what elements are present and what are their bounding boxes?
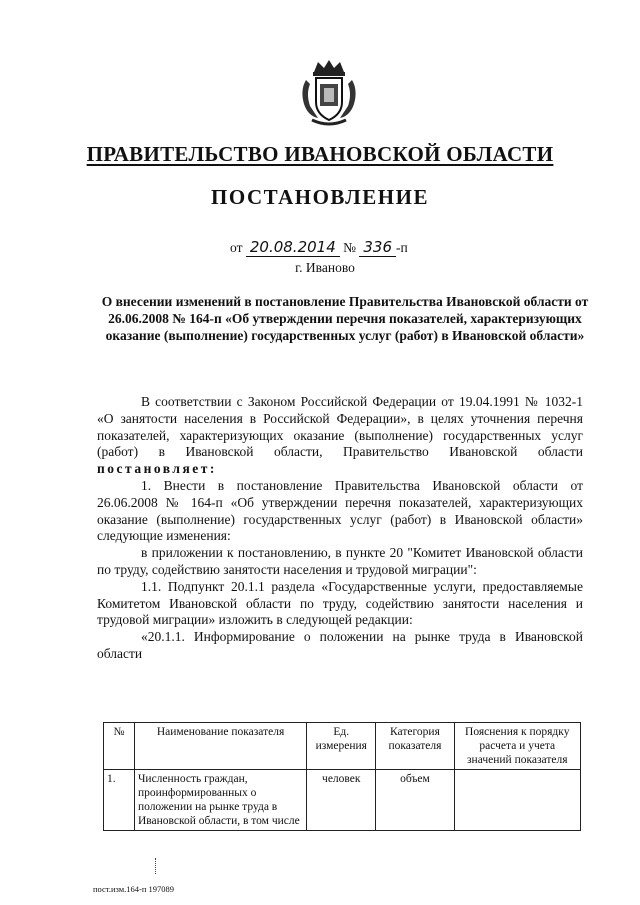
number-suffix: -п <box>396 240 408 255</box>
government-title: ПРАВИТЕЛЬСТВО ИВАНОВСКОЙ ОБЛАСТИ <box>86 142 554 166</box>
header-name: Наименование показателя <box>134 723 306 770</box>
header-num: № <box>104 723 135 770</box>
city: г. Иваново <box>295 260 355 275</box>
cell-name: Численность граждан, проинформированных о положении на рынке труда в Ивановской области, в том числе <box>134 770 306 831</box>
cell-note <box>454 770 580 831</box>
footer-reference: пост.изм.164-п 197089 <box>93 884 175 894</box>
paragraph-appendix: в приложении к постановлению, в пункте 20 "Комитет Ивановской области по труду, содействию занятости населения и трудовой миграции": <box>97 545 583 577</box>
document-number-line <box>230 238 408 256</box>
header-category: Категория показателя <box>376 723 454 770</box>
cell-unit: человек <box>307 770 376 831</box>
paragraph-preamble <box>97 394 583 478</box>
table-header-row <box>104 723 581 770</box>
table-row <box>104 770 581 831</box>
number-prefix: № <box>343 240 357 255</box>
document-subject: О внесении изменений в постановление Правительства Ивановской области от 26.06.2008 № 164-п «Об утверждении перечня показателей, характеризующих оказание (выполнение) государственных услуг (работ) в Ивановской области» <box>101 294 589 343</box>
paragraph-1: 1. Внести в постановление Правительства Ивановской области от 26.06.2008 № 164-п «Об утверждении перечня показателей, характеризующих оказание (выполнение) государственных услуг (работ) в Ивановской области» следующие изменения: <box>97 477 583 544</box>
header-unit: Ед. измерения <box>307 723 376 770</box>
scan-mark <box>155 858 158 874</box>
header-note: Пояснения к порядку расчета и учета значений показателя <box>454 723 580 770</box>
cell-num: 1. <box>104 770 135 831</box>
date-prefix: от <box>230 240 243 255</box>
document-date: 20.08.2014 <box>246 238 340 257</box>
preamble-text: В соответствии с Законом Российской Федерации от 19.04.1991 № 1032-1 «О занятости населения в Российской Федерации», в целях уточнения перечня показателей, характеризующих оказание (выполнение) государственных услуг (работ) в Ивановской области, Правительство Ивановской области <box>97 394 583 460</box>
cell-category: объем <box>376 770 454 831</box>
coat-of-arms-emblem <box>298 58 360 126</box>
paragraph-20-1-1: «20.1.1. Информирование о положении на рынке труда в Ивановской области <box>97 629 583 661</box>
paragraph-1-1: 1.1. Подпункт 20.1.1 раздела «Государственные услуги, предоставляемые Комитетом Ивановской области по труду, содействию занятости населения и трудовой миграции» изложить в следующей редакции: <box>97 578 583 628</box>
preamble-decree: постановляет: <box>97 461 217 477</box>
document-number: 336 <box>359 238 396 257</box>
indicators-table <box>103 722 581 831</box>
document-body <box>97 394 583 663</box>
document-type: ПОСТАНОВЛЕНИЕ <box>211 185 429 209</box>
